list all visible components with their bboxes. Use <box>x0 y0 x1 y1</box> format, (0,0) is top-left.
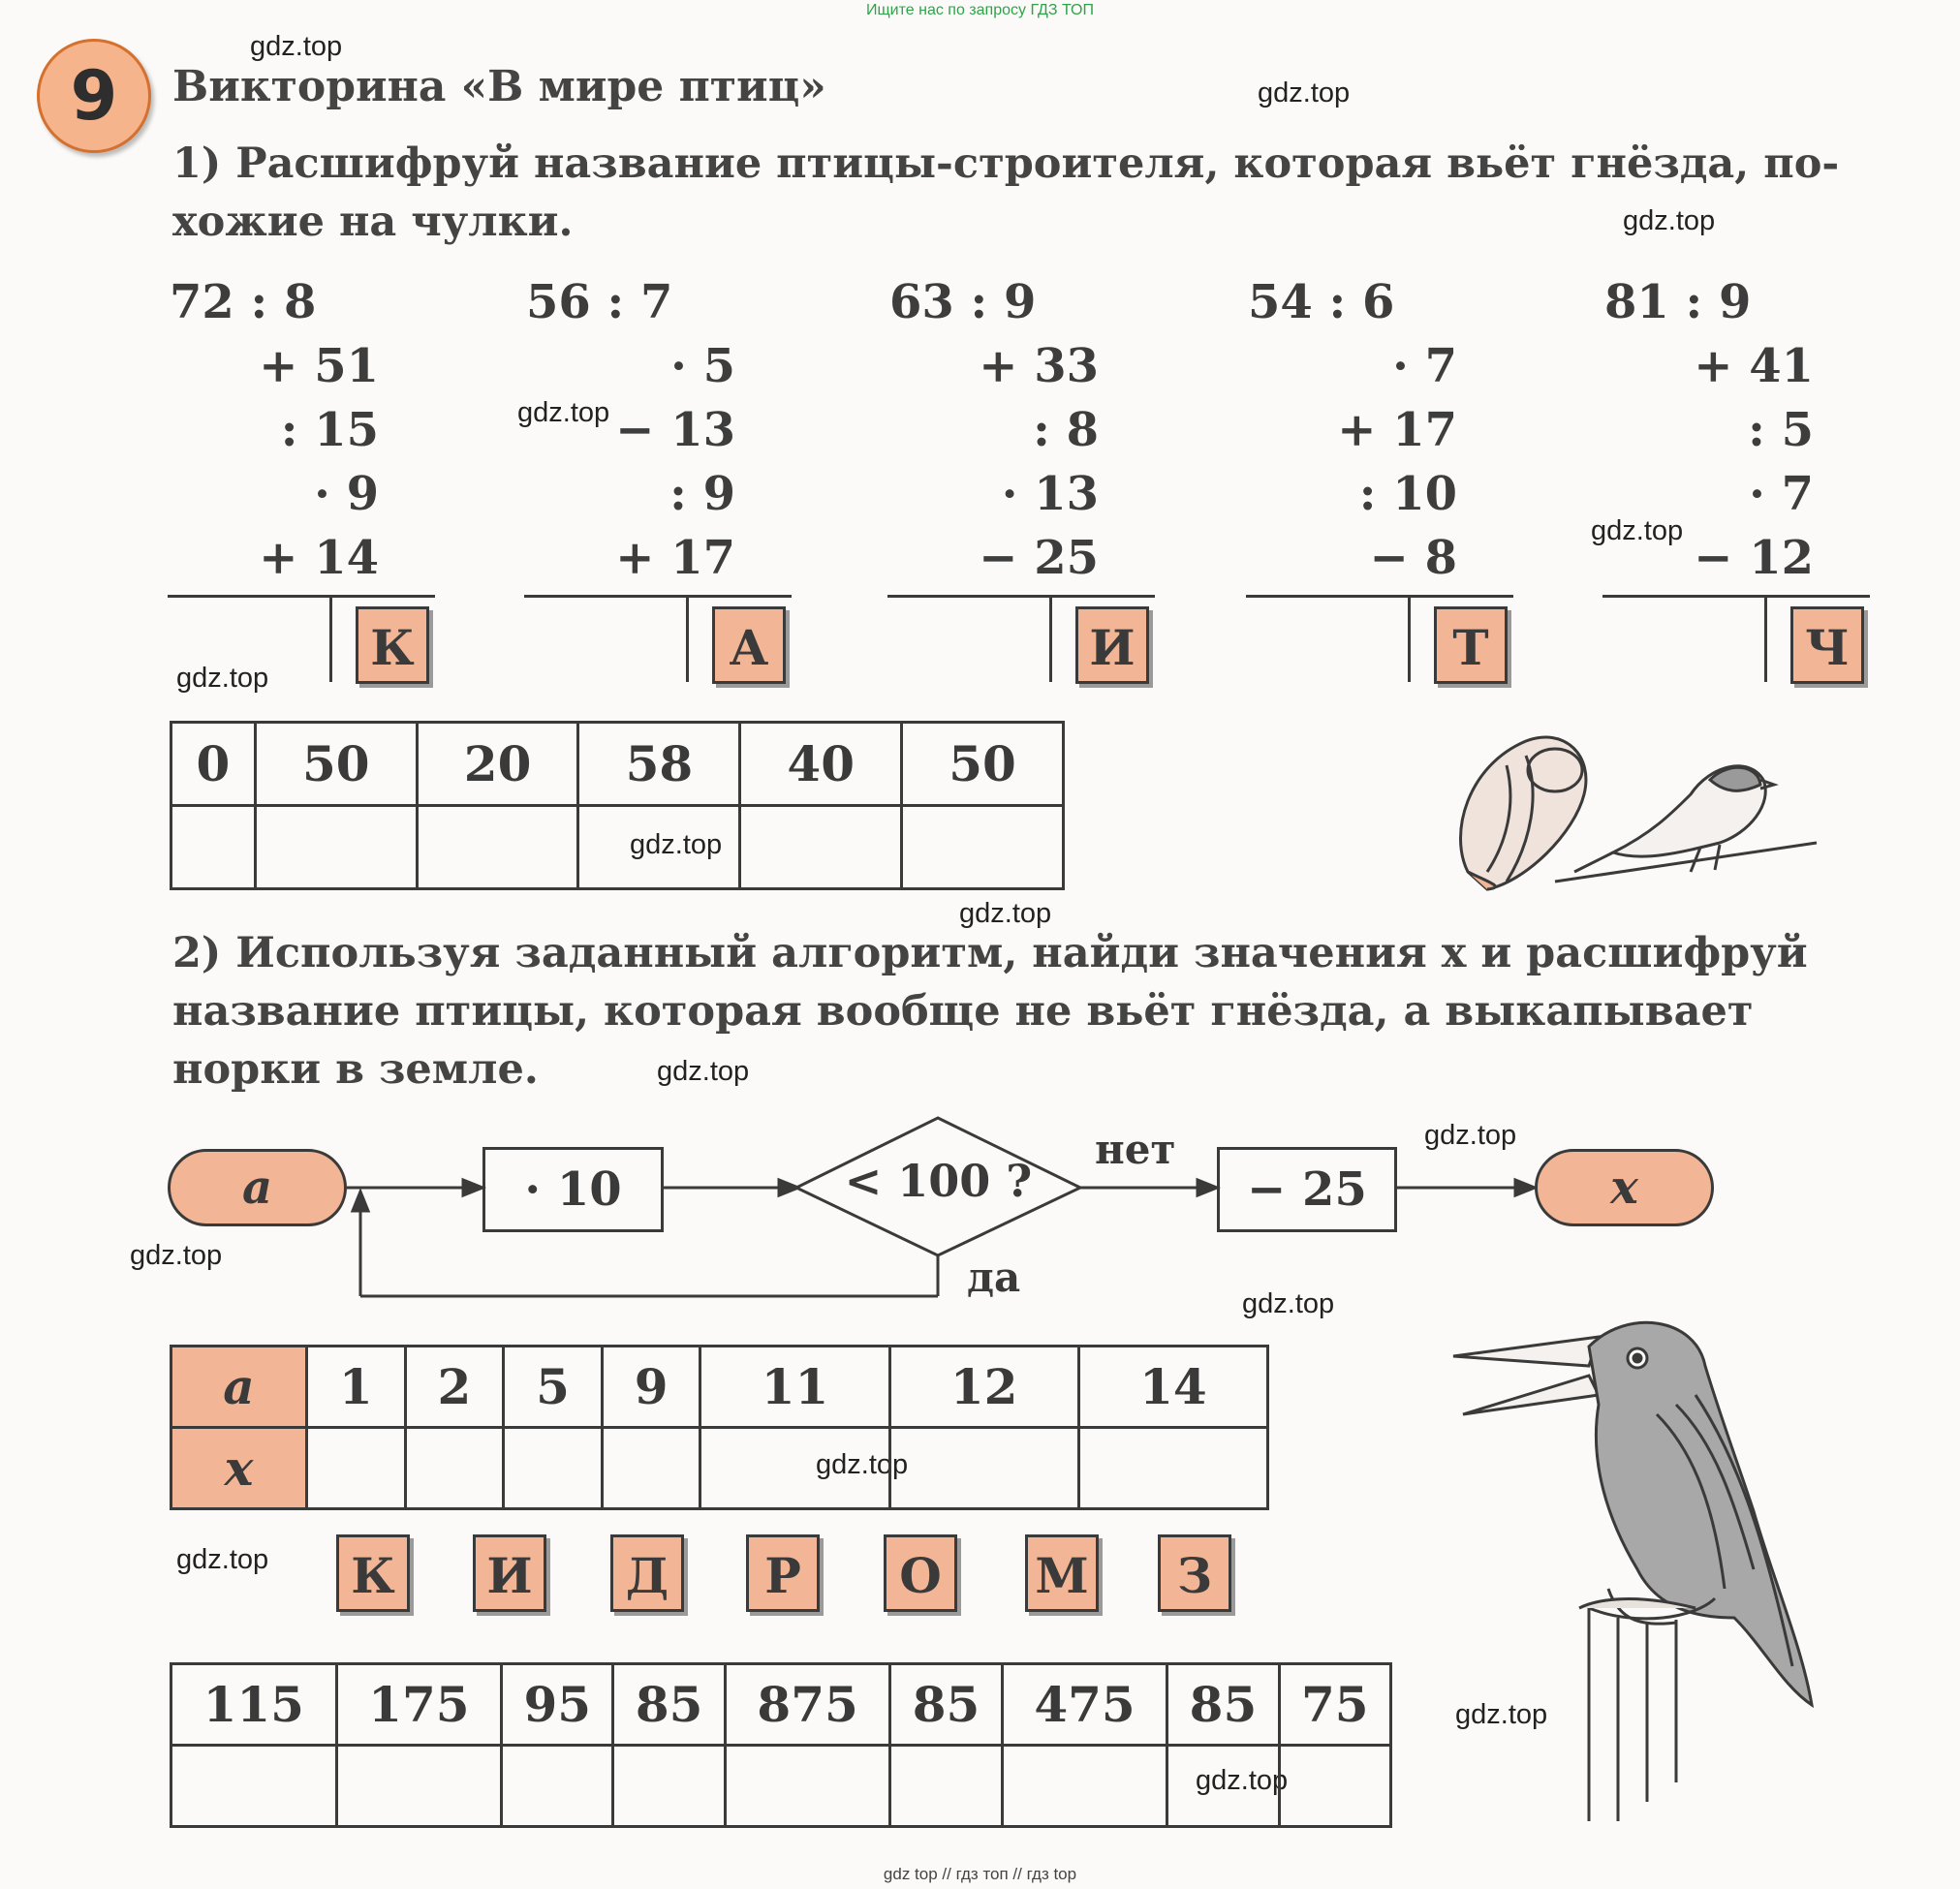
watermark: gdz.top <box>657 1056 750 1087</box>
part1-text-line: хожие на чулки. <box>172 198 574 246</box>
chain-operation: − 12 <box>1694 531 1814 585</box>
chain-start-expression: 81 : 9 <box>1604 275 1752 329</box>
answer-cell: 0 <box>171 723 256 806</box>
flow-subtract-box: − 25 <box>1217 1147 1397 1232</box>
watermark: gdz.top <box>959 898 1052 929</box>
kingfisher-illustration <box>1444 1298 1821 1841</box>
watermark: gdz.top <box>176 663 269 694</box>
cipher-letter-box: Д <box>610 1534 684 1612</box>
part1-text-line: 1) Расшифруй название птицы-строителя, которая вьёт гнёзда, по- <box>172 139 1840 188</box>
watermark: gdz.top <box>517 397 610 428</box>
watermark: gdz.top <box>1455 1699 1548 1730</box>
cipher-letter-box: З <box>1158 1534 1231 1612</box>
answer-cell: 40 <box>740 723 902 806</box>
answer-blank-cell[interactable] <box>336 1746 502 1827</box>
chain-operation: : 5 <box>1748 403 1814 457</box>
answer-cell: 175 <box>336 1664 502 1746</box>
cipher-letter-box: Р <box>746 1534 820 1612</box>
row-a-label: a <box>171 1347 307 1428</box>
chain-operation: + 17 <box>1337 403 1457 457</box>
answer-blank-cell[interactable] <box>902 806 1064 889</box>
chain-letter-box: И <box>1075 606 1149 684</box>
answer-cell: 50 <box>255 723 417 806</box>
answer-blank-cell[interactable] <box>740 806 902 889</box>
chain-operation: + 17 <box>615 531 735 585</box>
x-blank-cell[interactable] <box>504 1428 603 1509</box>
flow-multiply-box: · 10 <box>482 1147 664 1232</box>
answer-blank-cell[interactable] <box>890 1746 1002 1827</box>
top-search-note: Ищите нас по запросу ГДЗ ТОП <box>866 2 1094 18</box>
chain-operation: : 8 <box>1033 403 1099 457</box>
x-blank-cell[interactable] <box>307 1428 406 1509</box>
bottom-note: gdz top // гдз топ // гдз top <box>883 1865 1077 1883</box>
a-x-table <box>170 1345 1269 1510</box>
answer-blank-cell[interactable] <box>171 806 256 889</box>
watermark: gdz.top <box>630 829 723 860</box>
chain-operation: · 7 <box>1749 467 1814 521</box>
answer-cell: 115 <box>171 1664 337 1746</box>
answer-blank-cell[interactable] <box>1167 1746 1279 1827</box>
answer-blank-cell[interactable] <box>417 806 578 889</box>
chain-start-expression: 72 : 8 <box>170 275 317 329</box>
watermark: gdz.top <box>1196 1765 1289 1796</box>
page-title: Викторина «В мире птиц» <box>172 62 826 111</box>
watermark: gdz.top <box>1424 1120 1517 1151</box>
chain-operation: : 9 <box>669 467 735 521</box>
answer-cell: 50 <box>902 723 1064 806</box>
x-blank-cell[interactable] <box>889 1428 1078 1509</box>
chain-operation: : 10 <box>1358 467 1457 521</box>
row-x-label: x <box>171 1428 307 1509</box>
chain-result-line <box>524 595 792 598</box>
watermark: gdz.top <box>130 1240 223 1271</box>
chain-letter-box: Т <box>1434 606 1508 684</box>
chain-letter-box: Ч <box>1790 606 1864 684</box>
chain-operation: · 13 <box>1001 467 1099 521</box>
chain-letter-box: А <box>712 606 786 684</box>
chain-result-divider <box>1049 595 1052 682</box>
watermark: gdz.top <box>250 31 343 62</box>
chain-operation: + 14 <box>259 531 379 585</box>
chain-start-expression: 63 : 9 <box>889 275 1037 329</box>
cipher-letter-box: М <box>1025 1534 1099 1612</box>
part2-text-line: 2) Используя заданный алгоритм, найди значения x и расшифруй <box>172 929 1808 977</box>
chain-operation: : 15 <box>280 403 379 457</box>
flow-no-label: нет <box>1095 1126 1176 1173</box>
a-value-cell: 11 <box>700 1347 889 1428</box>
a-value-cell: 5 <box>504 1347 603 1428</box>
chain-letter-box: К <box>356 606 429 684</box>
answer-cell: 85 <box>890 1664 1002 1746</box>
x-blank-cell[interactable] <box>602 1428 700 1509</box>
x-blank-cell[interactable] <box>1078 1428 1267 1509</box>
cipher-letter-box: О <box>884 1534 957 1612</box>
answer-blank-cell[interactable] <box>1279 1746 1390 1827</box>
watermark: gdz.top <box>1591 515 1684 546</box>
cipher-letter-box: К <box>336 1534 410 1612</box>
answer-cell: 85 <box>613 1664 725 1746</box>
watermark: gdz.top <box>176 1544 269 1575</box>
chain-operation: · 5 <box>670 339 735 393</box>
part1-answer-table <box>170 721 1065 890</box>
a-value-cell: 14 <box>1078 1347 1267 1428</box>
answer-blank-cell[interactable] <box>613 1746 725 1827</box>
chain-result-divider <box>686 595 689 682</box>
part2-text-line: норки в земле. <box>172 1045 539 1094</box>
watermark: gdz.top <box>1242 1288 1335 1319</box>
chain-operation: + 51 <box>259 339 379 393</box>
watermark: gdz.top <box>1258 77 1351 108</box>
chain-result-divider <box>1408 595 1411 682</box>
answer-cell: 475 <box>1002 1664 1167 1746</box>
chain-operation: · 7 <box>1392 339 1457 393</box>
bird-with-sock-nest-illustration <box>1448 727 1836 901</box>
part2-text-line: название птицы, которая вообще не вьёт гнёзда, а выкапывает <box>172 987 1754 1036</box>
chain-operation: · 9 <box>314 467 379 521</box>
flow-start-a: a <box>168 1149 347 1226</box>
flow-end-x: x <box>1535 1149 1714 1226</box>
a-value-cell: 2 <box>405 1347 504 1428</box>
chain-result-divider <box>1764 595 1767 682</box>
watermark: gdz.top <box>816 1449 909 1480</box>
answer-blank-cell[interactable] <box>725 1746 890 1827</box>
task-number-badge: 9 <box>37 39 151 153</box>
chain-operation: − 8 <box>1369 531 1457 585</box>
answer-cell: 20 <box>417 723 578 806</box>
a-value-cell: 12 <box>889 1347 1078 1428</box>
answer-cell: 95 <box>502 1664 613 1746</box>
watermark: gdz.top <box>1623 205 1716 236</box>
chain-operation: + 33 <box>979 339 1099 393</box>
answer-cell: 58 <box>578 723 740 806</box>
chain-result-line <box>1246 595 1513 598</box>
chain-result-line <box>887 595 1155 598</box>
answer-cell: 875 <box>725 1664 890 1746</box>
chain-operation: + 41 <box>1694 339 1814 393</box>
answer-blank-cell[interactable] <box>171 1746 337 1827</box>
chain-start-expression: 54 : 6 <box>1248 275 1395 329</box>
cipher-letter-box: И <box>473 1534 546 1612</box>
answer-cell: 75 <box>1279 1664 1390 1746</box>
part2-answer-table <box>170 1662 1392 1828</box>
x-blank-cell[interactable] <box>405 1428 504 1509</box>
x-blank-cell[interactable] <box>700 1428 889 1509</box>
chain-operation: − 25 <box>979 531 1099 585</box>
chain-result-line <box>168 595 435 598</box>
answer-blank-cell[interactable] <box>502 1746 613 1827</box>
chain-start-expression: 56 : 7 <box>526 275 673 329</box>
flow-condition: < 100 ? <box>844 1155 1033 1207</box>
chain-operation: − 13 <box>615 403 735 457</box>
answer-blank-cell[interactable] <box>1002 1746 1167 1827</box>
a-value-cell: 9 <box>602 1347 700 1428</box>
a-value-cell: 1 <box>307 1347 406 1428</box>
chain-result-line <box>1602 595 1870 598</box>
chain-result-divider <box>329 595 332 682</box>
flow-yes-label: да <box>967 1254 1021 1301</box>
answer-blank-cell[interactable] <box>255 806 417 889</box>
answer-blank-cell[interactable] <box>578 806 740 889</box>
answer-cell: 85 <box>1167 1664 1279 1746</box>
